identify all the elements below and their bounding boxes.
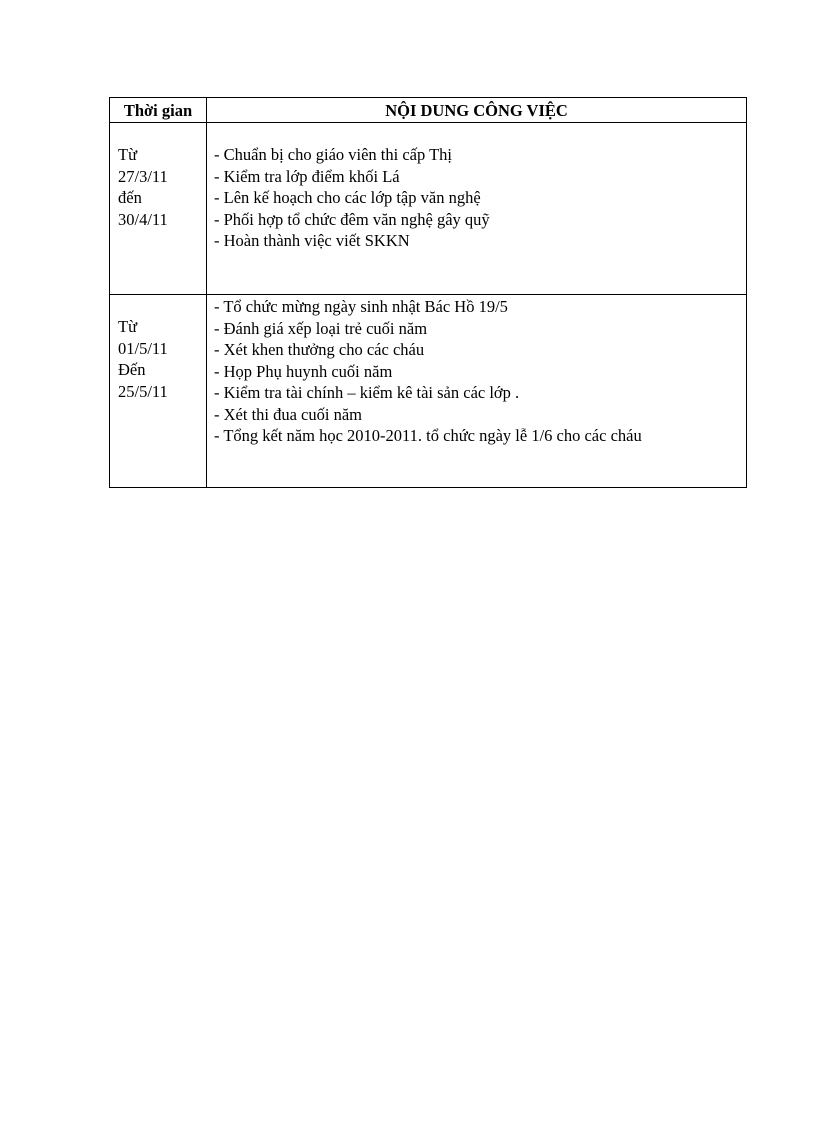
time-line: Từ [118, 145, 138, 164]
task-item: - Lên kế hoạch cho các lớp tập văn nghệ [214, 188, 481, 207]
task-item: - Kiểm tra lớp điểm khối Lá [214, 166, 400, 186]
time-line: 01/5/11 [118, 338, 168, 358]
time-line: 25/5/11 [118, 381, 168, 401]
task-item: - Phối hợp tổ chức đêm văn nghệ gây quỹ [214, 209, 490, 229]
time-line: 30/4/11 [118, 209, 168, 229]
task-item: - Tổng kết năm học 2010-2011. tổ chức ngày lễ 1/6 cho các cháu [214, 426, 642, 445]
task-item: - Đánh giá xếp loại trẻ cuối năm [214, 318, 428, 338]
table-header-row [110, 98, 747, 123]
table-row [110, 123, 747, 295]
time-cell [110, 295, 207, 488]
task-item: - Kiểm tra tài chính – kiểm kê tài sản các lớp . [214, 383, 520, 402]
time-line: Đến [118, 360, 146, 379]
time-cell [110, 123, 207, 295]
task-item: - Hoàn thành việc viết SKKN [214, 231, 410, 250]
time-line: đến [118, 188, 142, 207]
header-time: Thời gian [110, 98, 207, 123]
table-row [110, 295, 747, 488]
task-item: - Xét khen thưởng cho các cháu [214, 340, 425, 359]
task-item: - Xét thi đua cuối năm [214, 404, 363, 424]
time-line: Từ [118, 317, 138, 336]
task-item: - Họp Phụ huynh cuối năm [214, 361, 393, 381]
time-line: 27/3/11 [118, 166, 168, 186]
task-item: - Tổ chức mừng ngày sinh nhật Bác Hồ 19/5 [214, 297, 508, 316]
header-content: NỘI DUNG CÔNG VIỆC [207, 98, 747, 123]
content-cell [207, 123, 747, 295]
work-schedule-table [109, 97, 747, 488]
task-item: - Chuẩn bị cho giáo viên thi cấp Thị [214, 145, 452, 164]
content-cell [207, 295, 747, 488]
